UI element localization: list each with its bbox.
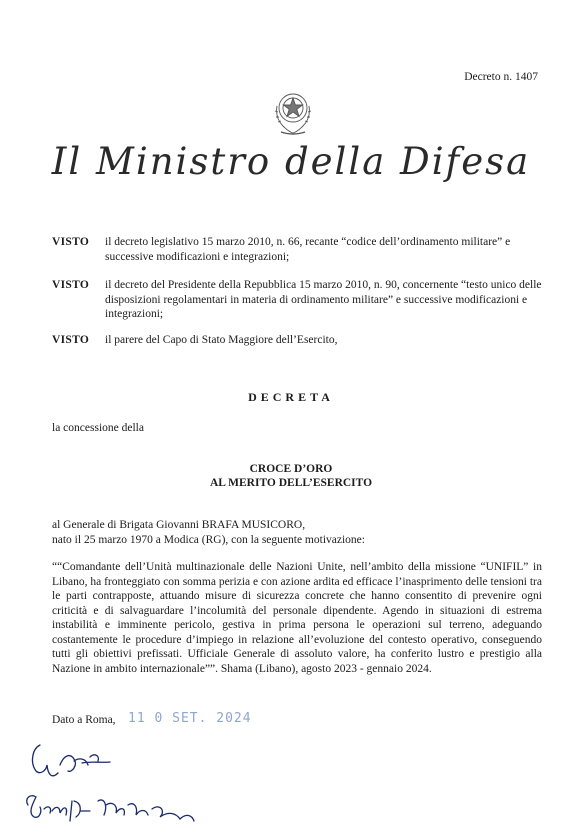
motivation-text: ““Comandante dell’Unità multinazionale delle Nazioni Unite, nell’ambito della missione “UNIFIL” in Libano, ha fronteggiato con somma perizia e con azione ardita ed efficace l’inasprimento delle tensioni tra le parti contrapposte, attuando misure di sicurezza concrete che hanno consentito di prevenire ogni criticità e di salvaguardare l’incolumità del personale dipendente. Agendo in situazioni di estrema instabilità e imminente pericolo, gestiva in prima persona le operazioni sul terreno, adeguando costantemente le procedure d’impiego in relazione all’evoluzione del contesto operativo, conseguendo tutti gli obiettivi prefissati. Ufficiale Generale di assoluto valore, ha conferito lustro e prestigio alla Nazione in ambito internazionale””. Shama (Libano), agosto 2023 - gennaio 2024. — [52, 561, 542, 675]
visto-text: il decreto legislativo 15 marzo 2010, n. 66, recante “codice dell’ordinamento militare” e successive modificazioni e integrazioni; — [105, 236, 511, 263]
visto-paragraph-1 — [52, 235, 542, 264]
visto-text: il parere del Capo di Stato Maggiore dell’Esercito, — [105, 334, 338, 346]
visto-keyword: VISTO — [52, 334, 90, 346]
visto-text: il decreto del Presidente della Repubblica 15 marzo 2010, n. 90, concernente “testo unico delle disposizioni regolamentari in materia di ordinamento militare” e successive modificazioni e integrazioni; — [105, 279, 542, 320]
italian-republic-emblem-icon — [269, 86, 317, 138]
minister-title: Il Ministro della Difesa — [51, 140, 531, 183]
decreta-heading: DECRETA — [248, 390, 334, 404]
decree-number: Decreto n. 1407 — [464, 71, 538, 83]
date-label: Dato a Roma, — [52, 714, 116, 726]
recipient-line-1: al Generale di Brigata Giovanni BRAFA MUSICORO, — [52, 519, 306, 531]
visto-paragraph-2 — [52, 278, 542, 322]
award-line-2: AL MERITO DELL’ESERCITO — [209, 477, 373, 489]
visto-keyword: VISTO — [52, 236, 90, 248]
award-line-1: CROCE D’ORO — [249, 463, 333, 475]
visto-paragraph-3 — [52, 333, 542, 348]
recipient — [52, 518, 542, 547]
visto-keyword: VISTO — [52, 279, 90, 291]
minister-signature — [20, 735, 220, 835]
award-title — [0, 462, 582, 490]
recipient-line-2: nato il 25 marzo 1970 a Modica (RG), con la seguente motivazione: — [52, 533, 365, 546]
date-stamp: 11 0 SET. 2024 — [128, 711, 252, 726]
concession-text: la concessione della — [52, 422, 144, 434]
